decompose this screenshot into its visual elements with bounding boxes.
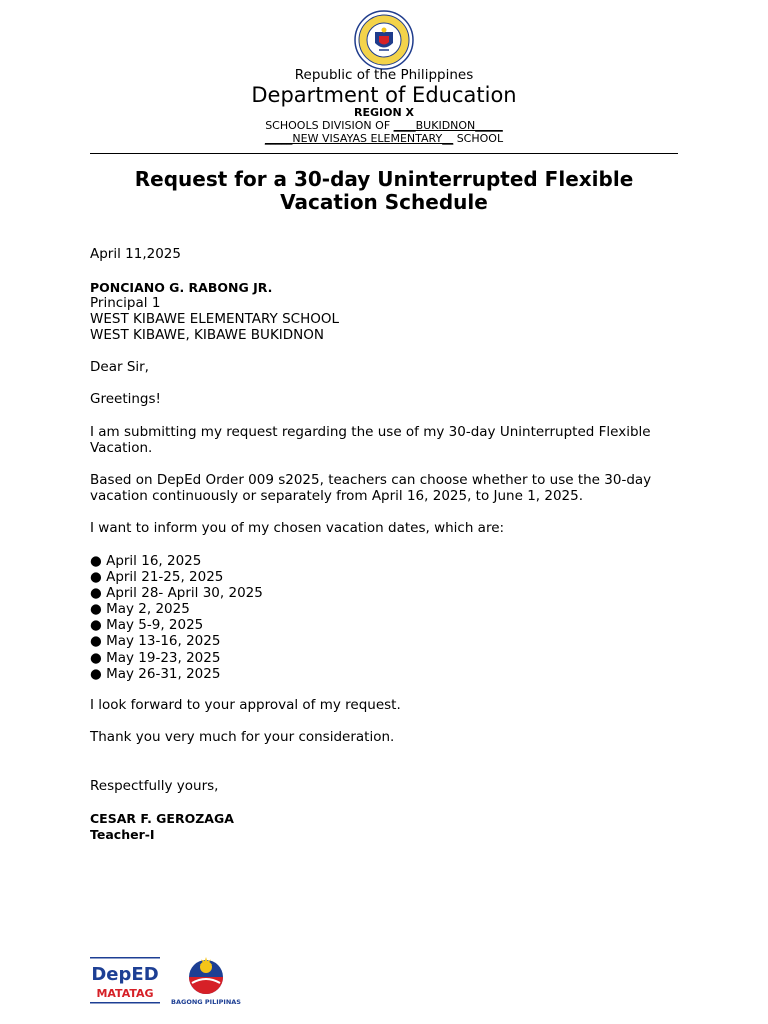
bagong-pilipinas-logo-icon (170, 955, 242, 1007)
letter-date: April 11,2025 (90, 246, 181, 262)
list-item (90, 666, 263, 682)
list-item (90, 553, 263, 569)
division-prefix: SCHOOLS DIVISION OF (265, 119, 394, 132)
vacation-date: May 19-23, 2025 (106, 649, 221, 666)
salutation: Dear Sir, (90, 359, 149, 375)
list-item (90, 650, 263, 666)
region-heading: REGION X (354, 106, 414, 119)
department-heading: Department of Education (251, 83, 517, 107)
list-item (90, 633, 263, 649)
list-item (90, 569, 263, 585)
closing: Respectfully yours, (90, 778, 219, 794)
bullet-icon: ● (90, 569, 102, 586)
vacation-date: April 28- April 30, 2025 (106, 585, 263, 602)
recipient-address: WEST KIBAWE, KIBAWE BUKIDNON (90, 327, 324, 343)
header-divider (90, 153, 678, 154)
bullet-icon: ● (90, 601, 102, 618)
recipient-name: PONCIANO G. RABONG JR. (90, 280, 273, 295)
bullet-icon: ● (90, 633, 102, 650)
vacation-date: May 5-9, 2025 (106, 617, 204, 634)
paragraph-thanks: Thank you very much for your consideration. (90, 729, 395, 745)
svg-text:DepED: DepED (91, 964, 159, 985)
school-suffix: SCHOOL (453, 132, 504, 145)
bullet-icon: ● (90, 649, 102, 666)
paragraph-dates-intro: I want to inform you of my chosen vacation dates, which are: (90, 520, 505, 536)
bullet-icon: ● (90, 585, 102, 602)
recipient-school: WEST KIBAWE ELEMENTARY SCHOOL (90, 311, 340, 327)
svg-text:MATATAG: MATATAG (96, 987, 154, 1000)
signatory-name: CESAR F. GEROZAGA (90, 811, 234, 826)
bullet-icon: ● (90, 553, 102, 569)
division-heading (0, 119, 768, 132)
list-item (90, 601, 263, 617)
list-item (90, 617, 263, 633)
vacation-date: April 16, 2025 (106, 553, 202, 569)
svg-text:BAGONG PILIPINAS: BAGONG PILIPINAS (171, 998, 241, 1006)
school-heading (0, 132, 768, 145)
bullet-icon: ● (90, 617, 102, 634)
deped-seal-icon (349, 10, 419, 70)
school-name: _____NEW VISAYAS ELEMENTARY__ (264, 132, 454, 145)
bullet-icon: ● (90, 665, 102, 682)
division-name: ____BUKIDNON_____ (393, 119, 503, 132)
greeting: Greetings! (90, 391, 161, 407)
vacation-date: May 26-31, 2025 (106, 665, 221, 682)
vacation-date: May 2, 2025 (106, 601, 190, 618)
list-item (90, 585, 263, 601)
vacation-dates-list (90, 553, 263, 682)
paragraph-request: I am submitting my request regarding the use of my 30-day Uninterrupted Flexible Vacation. (90, 424, 651, 456)
letter-title: Request for a 30-day Uninterrupted Flexible Vacation Schedule (134, 167, 634, 214)
deped-matatag-logo-icon (90, 956, 160, 1006)
paragraph-approval: I look forward to your approval of my request. (90, 697, 401, 713)
recipient-position: Principal 1 (90, 295, 161, 311)
vacation-date: May 13-16, 2025 (106, 633, 221, 650)
signatory-title: Teacher-I (90, 827, 155, 842)
republic-heading: Republic of the Philippines (294, 67, 474, 83)
vacation-date: April 21-25, 2025 (106, 569, 224, 586)
paragraph-order: Based on DepEd Order 009 s2025, teachers can choose whether to use the 30-day vacation continuously or separately from April 16, 2025, to June 1, 2025. (90, 472, 652, 504)
